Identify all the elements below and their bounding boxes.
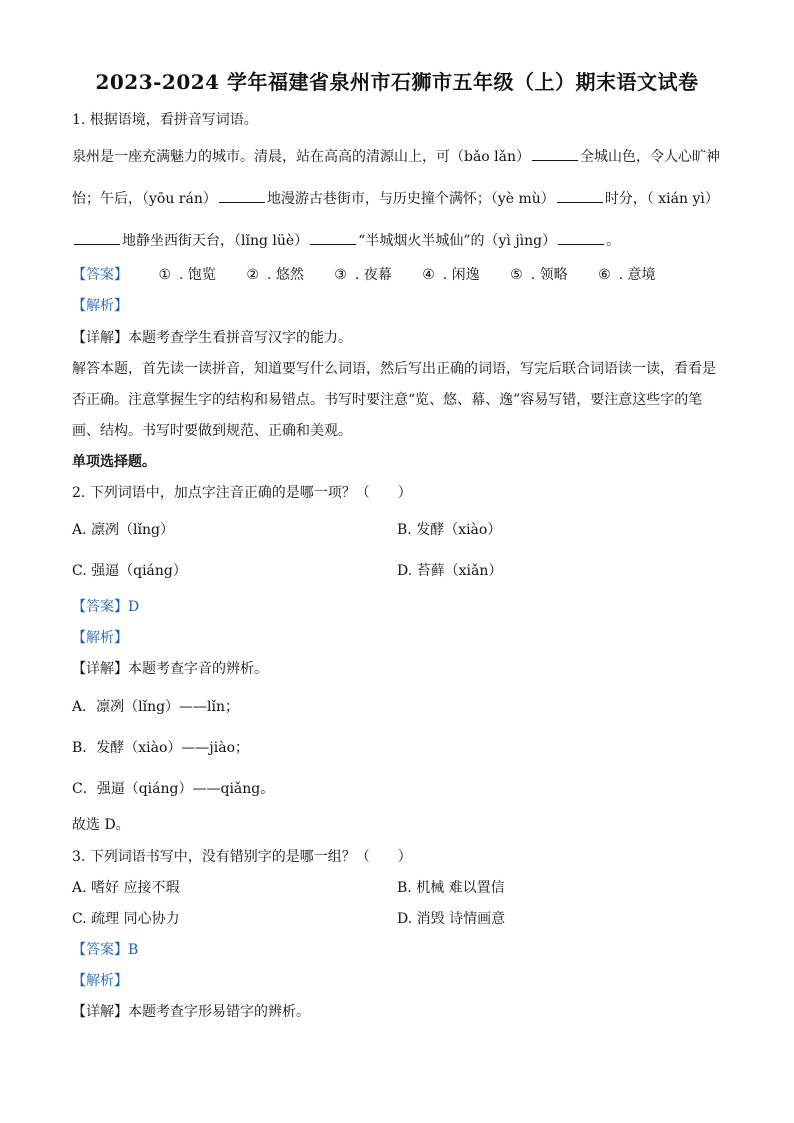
answer-label: 【答案】 — [72, 267, 128, 283]
q1-answer-row — [72, 265, 682, 285]
q2-detail: 【详解】本题考查字音的辨析。 — [72, 661, 268, 677]
q1-detail: 【详解】本题考查学生看拼音写汉字的能力。 — [72, 330, 352, 346]
q3-option-c: C. 疏理 同心协力 — [72, 911, 180, 927]
answer-blank — [557, 188, 603, 203]
q2-explanation-b: B．发酵（xiào）——jiào； — [72, 740, 250, 756]
q2-option-c: C. 强逼（qiáng） — [72, 563, 187, 579]
q3-option-d: D. 消毁 诗情画意 — [397, 911, 506, 927]
q3-option-a: A. 嗜好 应接不瑕 — [72, 880, 180, 896]
q2-choose: 故选 D。 — [72, 817, 130, 833]
q3-option-b: B. 机械 难以置信 — [397, 880, 505, 896]
q2-analysis-label: 【解析】 — [72, 630, 128, 646]
q2-option-b: B. 发酵（xiào） — [397, 522, 502, 538]
answer-item-5: ⑤ . 领略 — [510, 267, 568, 283]
q2-explanation-c: C．强逼（qiáng）——qiǎng。 — [72, 781, 275, 797]
q3-answer: 【答案】B — [72, 942, 139, 958]
q1-paragraph-line-1: 泉州是一座充满魅力的城市。清晨，站在高高的清源山上，可（bǎo lǎn） 全城山色，令人心旷神 — [72, 146, 720, 167]
answer-item-2: ② . 悠然 — [246, 267, 304, 283]
q1-paragraph-line-3: 地静坐西街天台，（lǐng lüè） “半城烟火半城仙”的（yì jìng） 。 — [72, 230, 620, 251]
q3-analysis-label: 【解析】 — [72, 973, 128, 989]
answer-item-3: ③ . 夜幕 — [334, 267, 392, 283]
answer-blank — [558, 230, 604, 245]
q2-answer: 【答案】D — [72, 599, 140, 615]
answer-blank — [532, 146, 578, 161]
q1-explanation-1: 解答本题，首先读一读拼音，知道要写什么词语，然后写出正确的词语，写完后联合词语读一读，看看是 — [72, 361, 716, 377]
answer-item-1: ① . 饱览 — [158, 267, 216, 283]
answer-blank — [310, 230, 356, 245]
q2-option-d: D. 苔藓（xiǎn） — [397, 563, 503, 579]
answer-item-6: ⑥ . 意境 — [598, 267, 656, 283]
q3-detail: 【详解】本题考查字形易错字的辨析。 — [72, 1004, 310, 1020]
answer-blank — [74, 230, 120, 245]
q1-stem: 1. 根据语境，看拼音写词语。 — [72, 112, 258, 128]
q1-paragraph-line-2: 怡；午后，（yōu rán） 地漫游古巷街市，与历史撞个满怀；（yè mù） 时分，（ xián yì） — [72, 188, 719, 209]
q1-explanation-2: 否正确。注意掌握生字的结构和易错点。书写时要注意“览、悠、幕、逸”容易写错，要注意这些字的笔 — [72, 392, 703, 408]
q1-analysis-label: 【解析】 — [72, 298, 128, 314]
q2-option-a: A. 凛冽（lǐng） — [72, 522, 174, 538]
answer-item-4: ④ . 闲逸 — [422, 267, 480, 283]
q2-explanation-a: A．凛冽（lǐng）——lǐn； — [72, 699, 240, 715]
q2-stem: 2. 下列词语中，加点字注音正确的是哪一项？（ ） — [72, 485, 412, 501]
section-heading: 单项选择题。 — [72, 454, 156, 470]
q3-stem: 3. 下列词语书写中，没有错别字的是哪一组？（ ） — [72, 849, 412, 865]
q1-explanation-3: 画、结构。书写时要做到规范、正确和美观。 — [72, 423, 352, 439]
page-title: 2023-2024 学年福建省泉州市石狮市五年级（上）期末语文试卷 — [95, 70, 699, 94]
answer-blank — [219, 188, 265, 203]
